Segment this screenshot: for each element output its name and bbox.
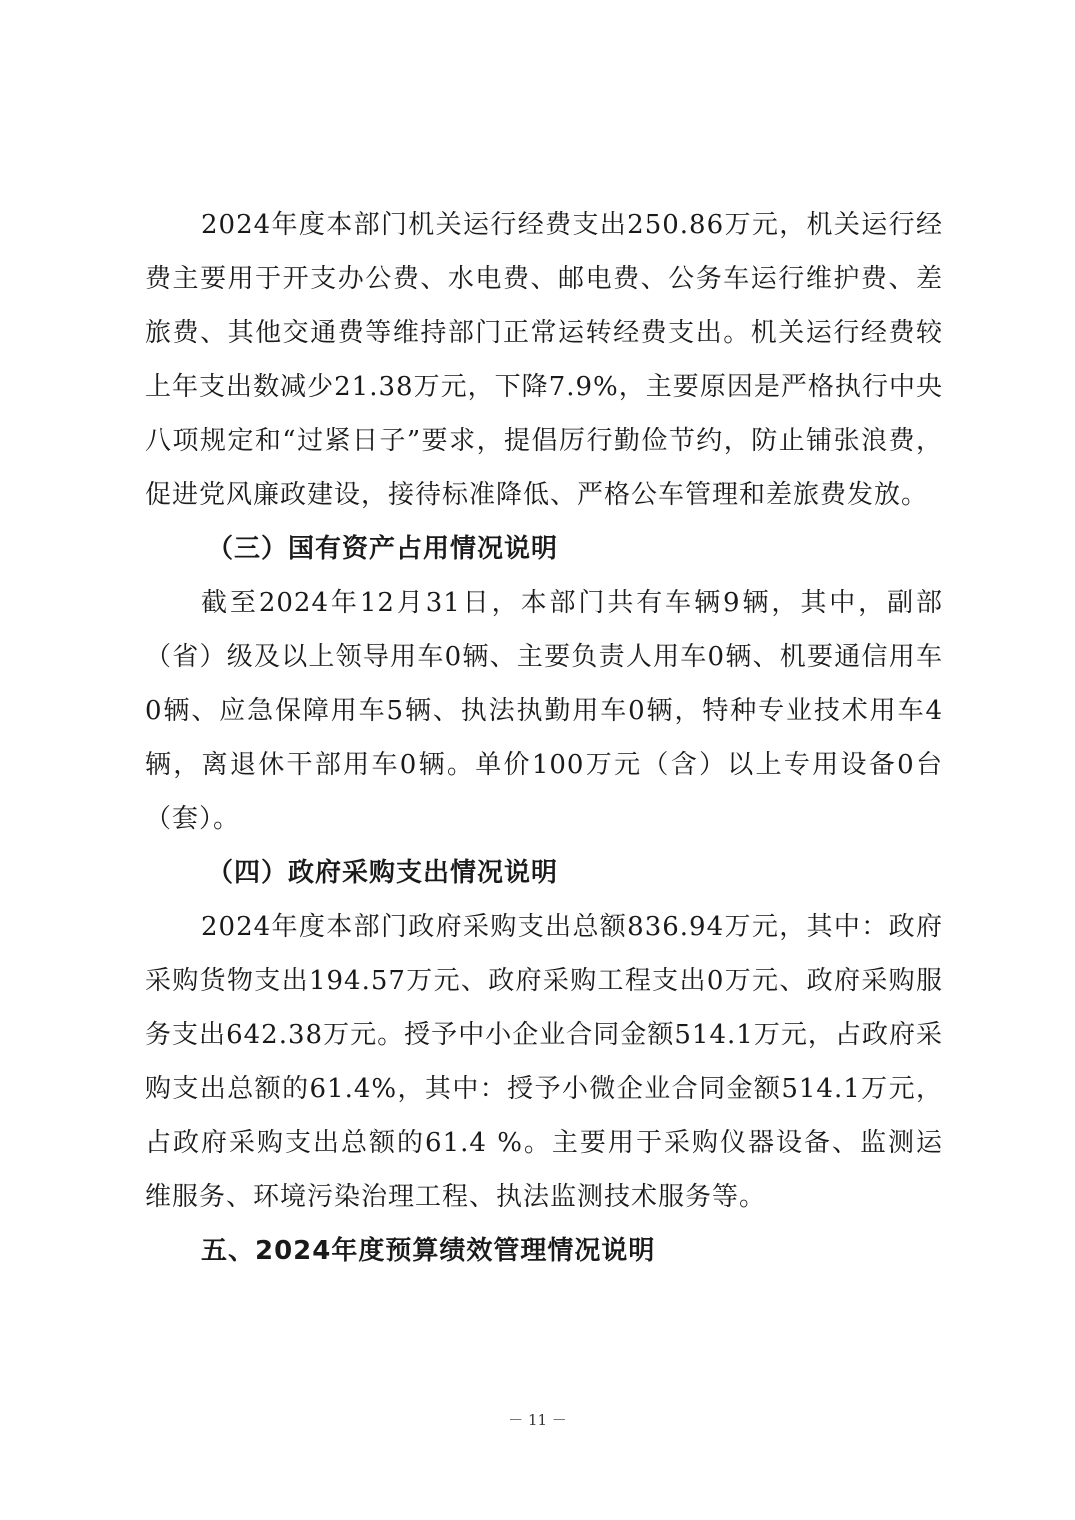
section-five-heading: 五、2024年度预算绩效管理情况说明 (201, 1236, 656, 1266)
assets-paragraph: 截至2024年12月31日，本部门共有车辆9辆，其中，副部（省）级及以上领导用车0辆、主要负责人用车0辆、机要通信用车0辆、应急保障用车5辆、执法执勤用车0辆，特种专业技术用车4辆，离退休干部用车0辆。单价100万元（含）以上专用设备0台（套）。 (145, 588, 943, 834)
page-number: － 11 － (508, 1411, 567, 1429)
page-content (145, 198, 943, 1278)
assets-subheading: （三）国有资产占用情况说明 (207, 534, 559, 564)
operating-expenses-paragraph: 2024年度本部门机关运行经费支出250.86万元，机关运行经费主要用于开支办公费、水电费、邮电费、公务车运行维护费、差旅费、其他交通费等维持部门正常运转经费支出。机关运行经费较上年支出数减少21.38万元，下降7.9%，主要原因是严格执行中央八项规定和“过紧日子”要求，提倡厉行勤俭节约，防止铺张浪费，促进党风廉政建设，接待标准降低、严格公车管理和差旅费发放。 (145, 210, 943, 510)
procurement-paragraph: 2024年度本部门政府采购支出总额836.94万元，其中：政府采购货物支出194.57万元、政府采购工程支出0万元、政府采购服务支出642.38万元。授予中小企业合同金额514.1万元，占政府采购支出总额的61.4%，其中：授予小微企业合同金额514.1万元，占政府采购支出总额的61.4 %。主要用于采购仪器设备、监测运维服务、环境污染治理工程、执法监测技术服务等。 (145, 912, 943, 1212)
procurement-subheading: （四）政府采购支出情况说明 (207, 858, 559, 888)
